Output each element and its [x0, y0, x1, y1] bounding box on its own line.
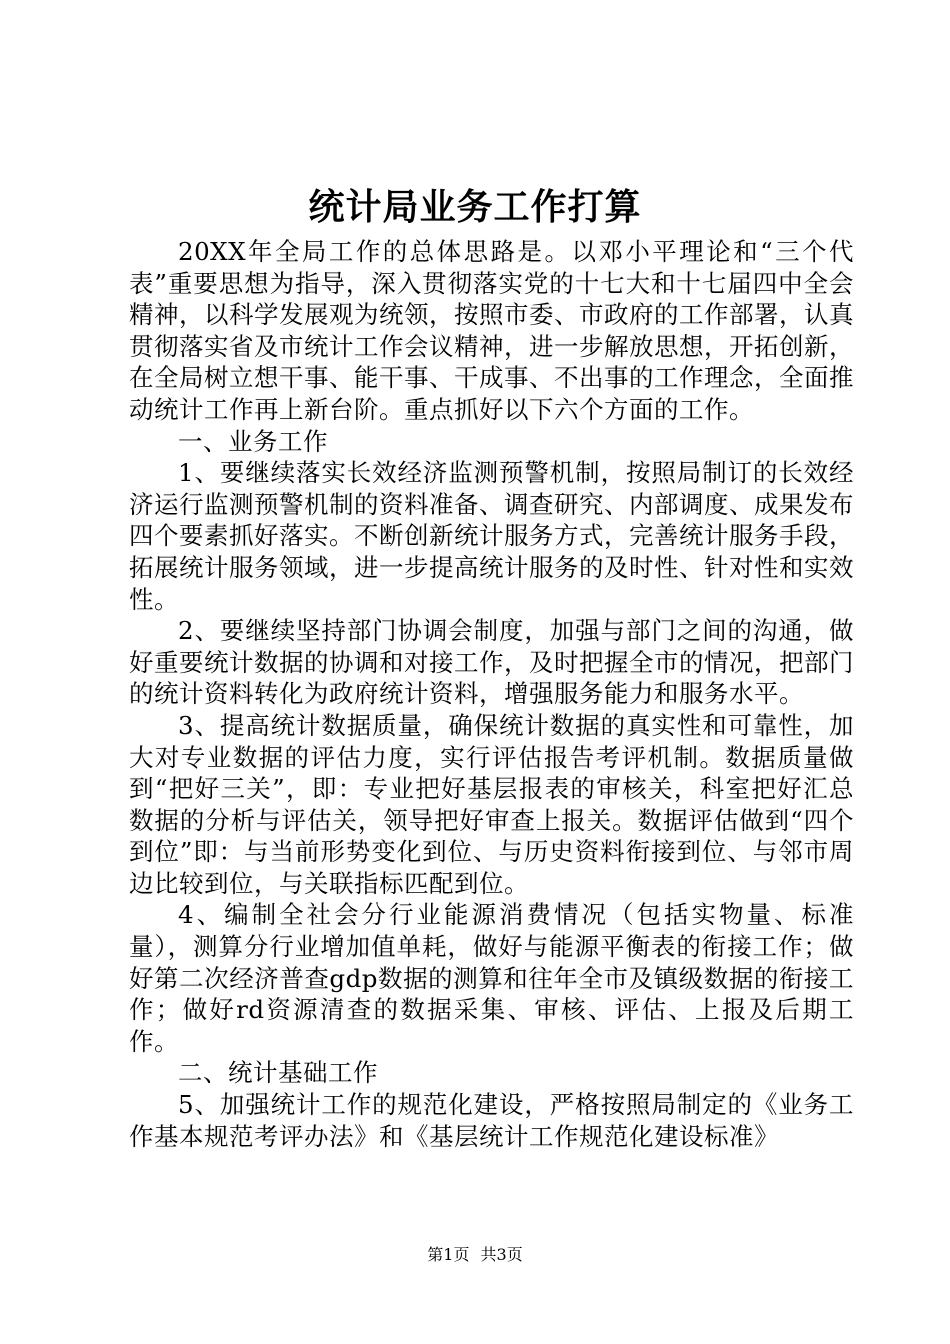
paragraph-intro: 20XX年全局工作的总体思路是。以邓小平理论和“三个代表”重要思想为指导，深入贯彻落实党的十七大和十七届四中全会精神，以科学发展观为统领，按照市委、市政府的工作部署，认真贯彻落实省及市统计工作会议精神，进一步解放思想，开拓创新，在全局树立想干事、能干事、干成事、不出事的工作理念，全面推动统计工作再上新台阶。重点抓好以下六个方面的工作。 — [129, 237, 854, 424]
page-number: 第1页 — [427, 1245, 470, 1264]
paragraph-item-4: 4、编制全社会分行业能源消费情况（包括实物量、标准量），测算分行业增加值单耗，做好与能源平衡表的衔接工作；做好第二次经济普查gdp数据的测算和往年全市及镇级数据的衔接工作；做好rd资源清查的数据采集、审核、评估、上报及后期工作。 — [129, 900, 854, 1056]
section-heading-basics: 二、统计基础工作 — [178, 1058, 378, 1088]
section-heading-business: 一、业务工作 — [178, 426, 328, 456]
paragraph-item-2: 2、要继续坚持部门协调会制度，加强与部门之间的沟通，做好重要统计数据的协调和对接工作，及时把握全市的情况，把部门的统计资料转化为政府统计资料，增强服务能力和服务水平。 — [129, 616, 854, 709]
page-footer — [0, 1244, 950, 1266]
paragraph-item-3: 3、提高统计数据质量，确保统计数据的真实性和可靠性，加大对专业数据的评估力度，实行评估报告考评机制。数据质量做到“把好三关”，即：专业把好基层报表的审核关，科室把好汇总数据的分析与评估关，领导把好审查上报关。数据评估做到“四个到位”即：与当前形势变化到位、与历史资料衔接到位、与邻市周边比较到位，与关联指标匹配到位。 — [129, 710, 854, 898]
document-title: 统计局业务工作打算 — [308, 187, 642, 228]
page-total: 共3页 — [480, 1245, 523, 1264]
paragraph-item-5: 5、加强统计工作的规范化建设，严格按照局制定的《业务工作基本规范考评办法》和《基层统计工作规范化建设标准》 — [129, 1090, 854, 1151]
document-body — [129, 236, 854, 1152]
paragraph-item-1: 1、要继续落实长效经济监测预警机制，按照局制订的长效经济运行监测预警机制的资料准备、调查研究、内部调度、成果发布四个要素抓好落实。不断创新统计服务方式，完善统计服务手段，拓展统计服务领域，进一步提高统计服务的及时性、针对性和实效性。 — [129, 458, 854, 614]
